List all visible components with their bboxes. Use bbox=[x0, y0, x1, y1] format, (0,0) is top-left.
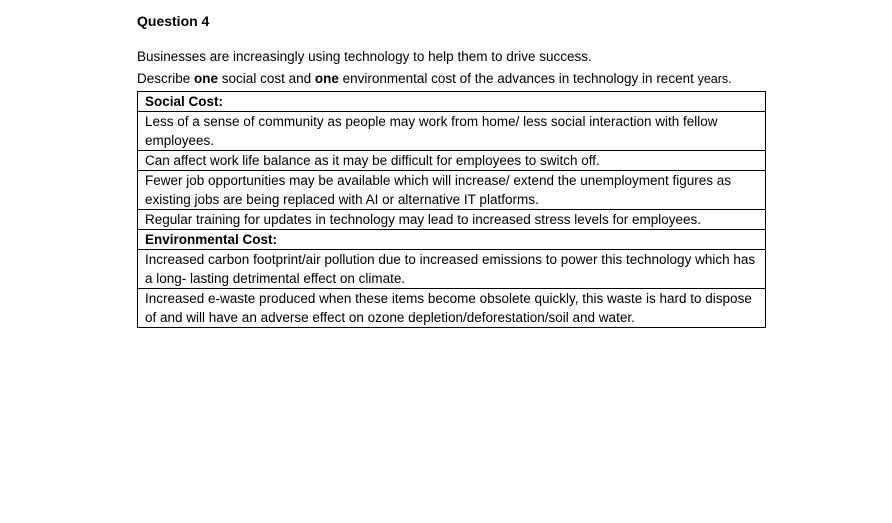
question-title: Question 4 bbox=[137, 13, 210, 29]
social-cost-item: Regular training for updates in technology may lead to increased stress levels for employees. bbox=[138, 210, 766, 230]
document-page bbox=[137, 12, 767, 328]
question-intro: Businesses are increasingly using technology to help them to drive success. bbox=[137, 49, 592, 64]
social-cost-item: Can affect work life balance as it may be difficult for employees to switch off. bbox=[138, 151, 766, 171]
instruction-part: environmental cost of the advances in technology in recent bbox=[338, 71, 698, 86]
table-row bbox=[138, 210, 766, 230]
table-row bbox=[138, 112, 766, 151]
environmental-cost-item: Increased carbon footprint/air pollution due to increased emissions to power this technology which has a long- lasting detrimental effect on climate. bbox=[138, 250, 766, 289]
table-row bbox=[138, 92, 766, 112]
answer-table bbox=[137, 91, 766, 328]
table-row bbox=[138, 171, 766, 210]
table-row bbox=[138, 151, 766, 171]
environmental-cost-heading: Environmental Cost: bbox=[138, 230, 766, 250]
instruction-part: years. bbox=[697, 72, 732, 86]
emphasis-one-environmental: one bbox=[314, 71, 339, 86]
question-instruction bbox=[137, 68, 767, 90]
instruction-part: social cost and bbox=[218, 71, 315, 86]
table-row bbox=[138, 289, 766, 328]
emphasis-one-social: one bbox=[194, 71, 219, 86]
instruction-part: Describe bbox=[137, 71, 195, 86]
social-cost-item: Fewer job opportunities may be available which will increase/ extend the unemployment figures as existing jobs are being replaced with AI or alternative IT platforms. bbox=[138, 171, 766, 210]
social-cost-heading: Social Cost: bbox=[138, 92, 766, 112]
environmental-cost-item: Increased e-waste produced when these items become obsolete quickly, this waste is hard to dispose of and will have an adverse effect on ozone depletion/deforestation/soil and water. bbox=[138, 289, 766, 328]
table-row bbox=[138, 230, 766, 250]
social-cost-item: Less of a sense of community as people may work from home/ less social interaction with fellow employees. bbox=[138, 112, 766, 151]
table-row bbox=[138, 250, 766, 289]
